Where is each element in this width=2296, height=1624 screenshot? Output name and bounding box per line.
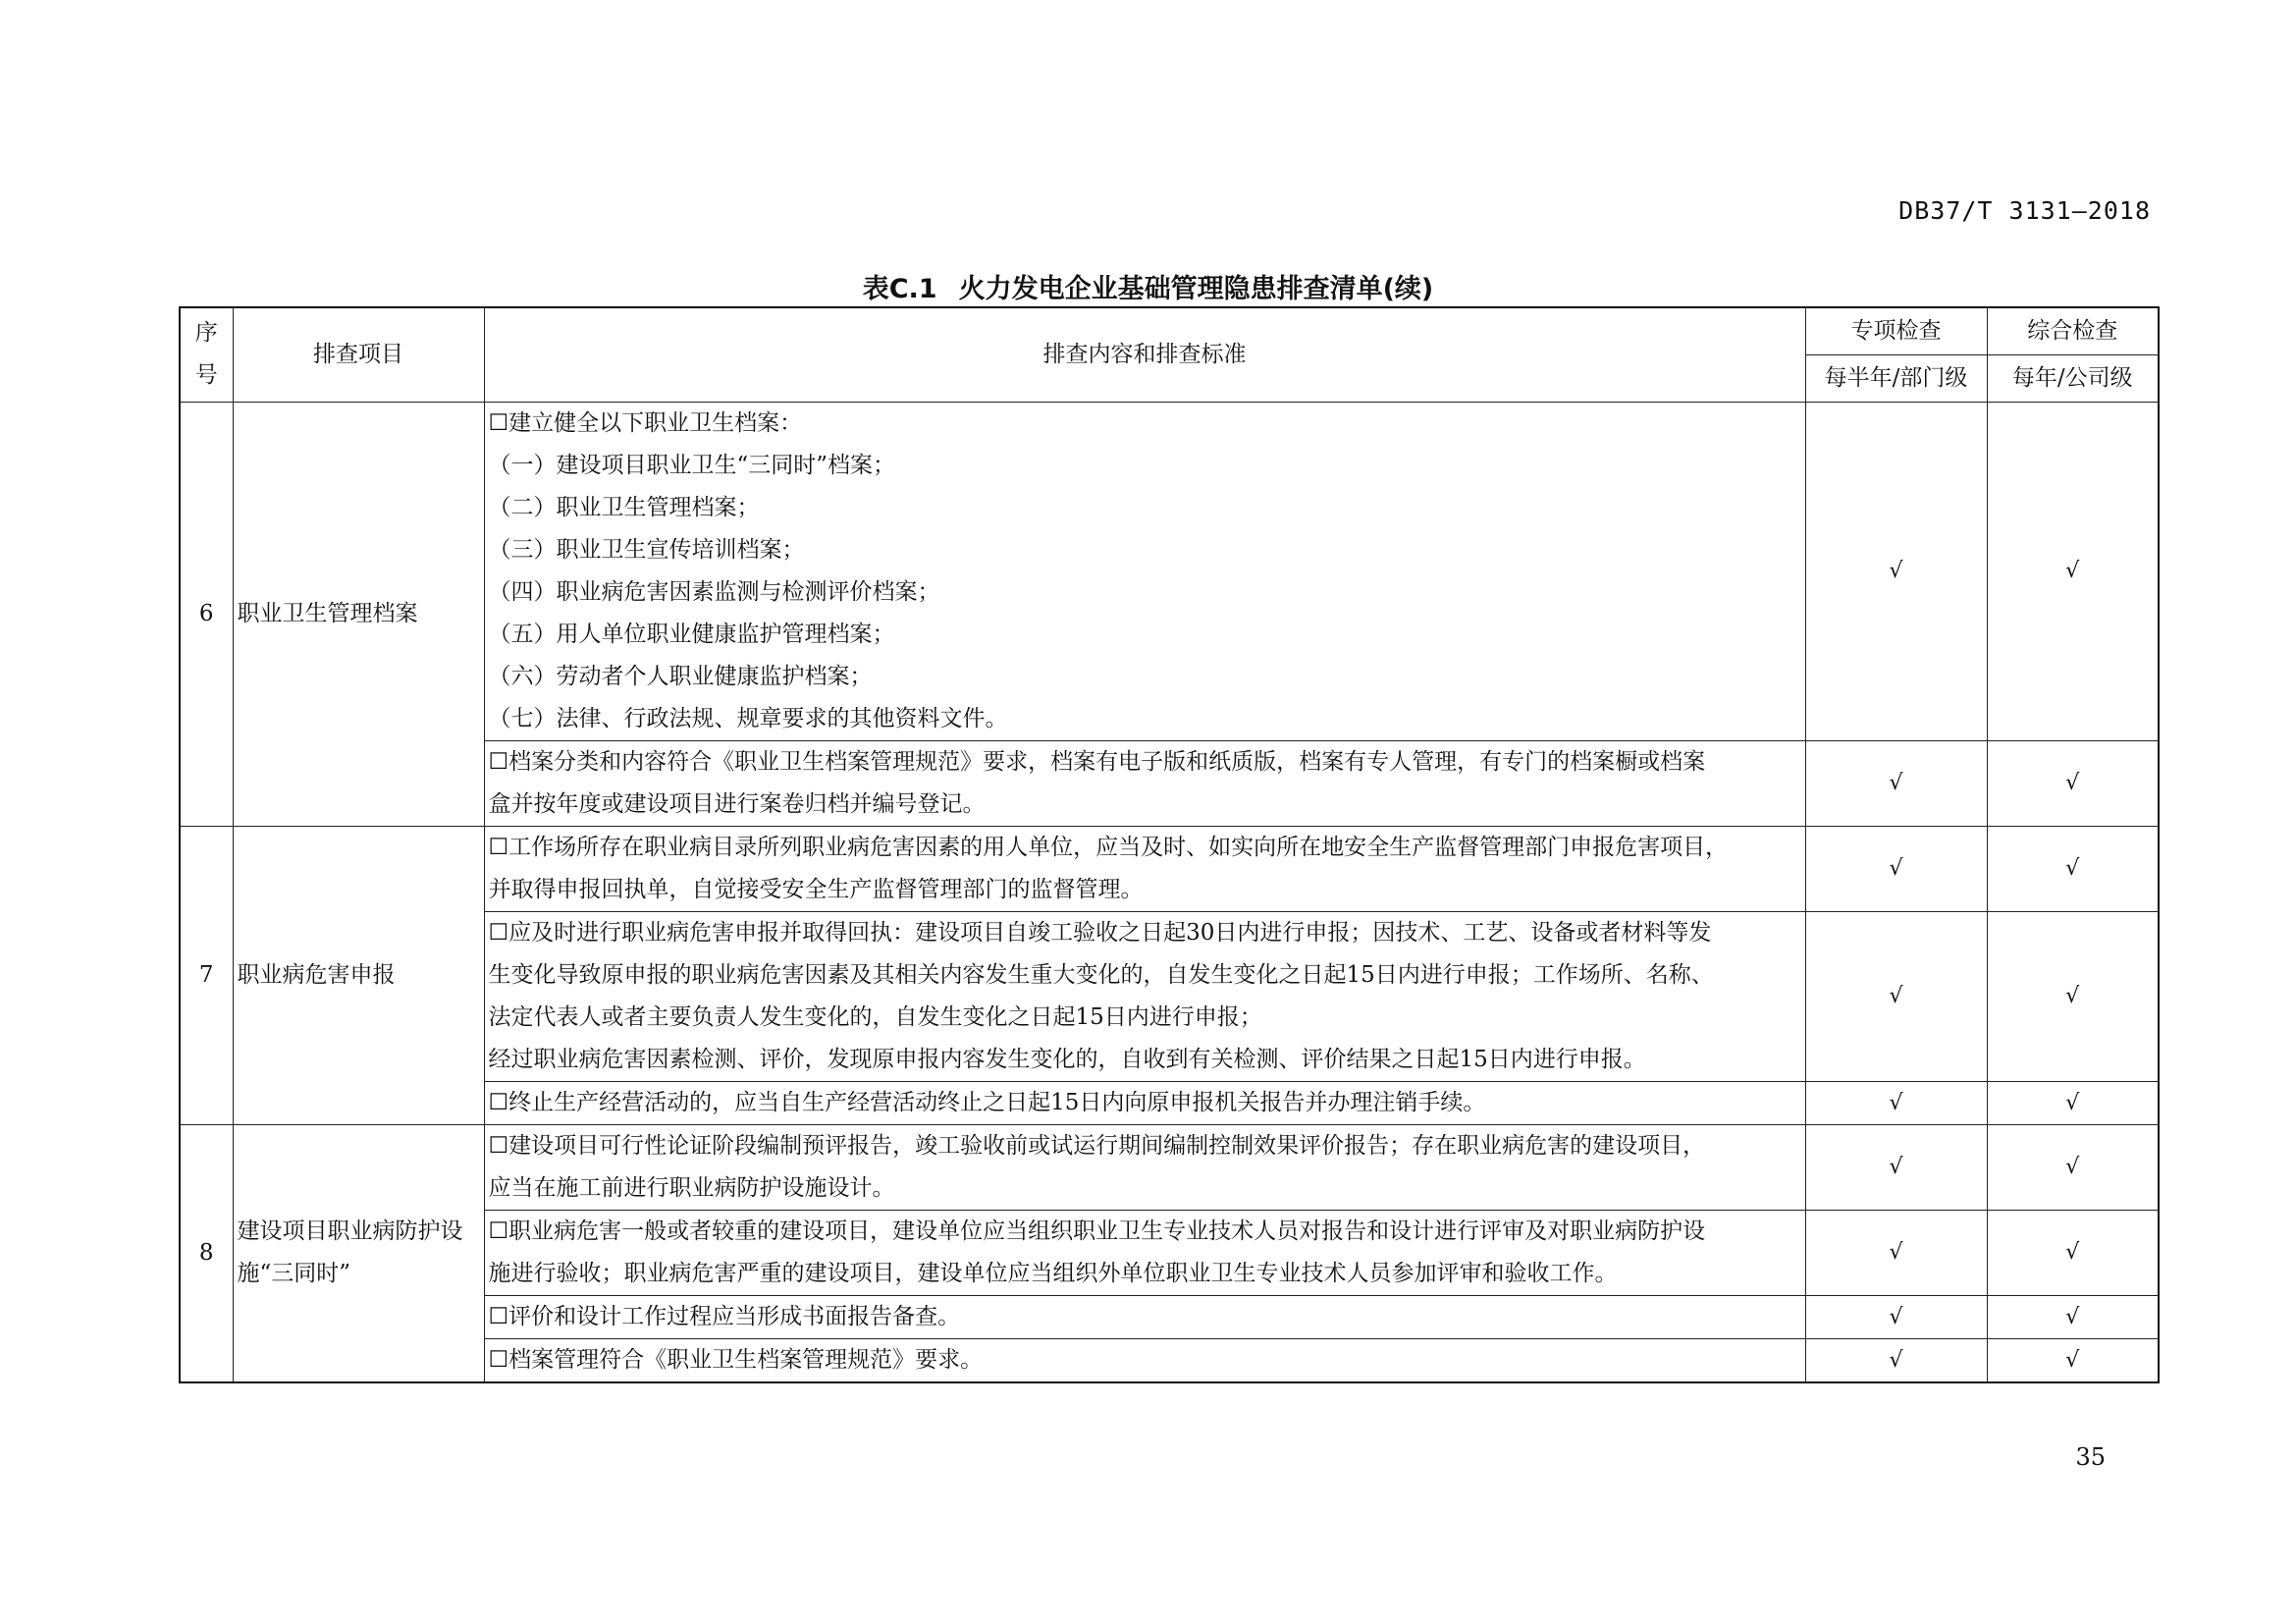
content-line: （六）劳动者个人职业健康监护档案；	[488, 663, 873, 689]
content-line: ☐职业病危害一般或者较重的建设项目，建设单位应当组织职业卫生专业技术人员对报告和设计进行评审及对职业病防护设	[488, 1218, 1706, 1244]
content-line: 应当在施工前进行职业病防护设施设计。	[488, 1174, 895, 1201]
seq-header-line: 序	[194, 320, 218, 347]
content-line: 法定代表人或者主要负责人发生变化的，自发生变化之日起15日内进行申报；	[488, 1003, 1262, 1030]
content-line: 生变化导致原申报的职业病危害因素及其相关内容发生重大变化的，自发生变化之日起15日内进行申报；工作场所、名称、	[488, 961, 1714, 988]
comprehensive-check-mark: √	[1987, 1295, 2159, 1338]
content-line: ☐档案管理符合《职业卫生档案管理规范》要求。	[488, 1346, 984, 1373]
item-cell	[233, 1124, 484, 1382]
inspection-table	[179, 306, 2160, 1383]
special-check-mark: √	[1805, 1124, 1987, 1210]
content-line: ☐评价和设计工作过程应当形成书面报告备查。	[488, 1303, 961, 1329]
item-cell	[233, 402, 484, 826]
content-line: ☐档案分类和内容符合《职业卫生档案管理规范》要求，档案有电子版和纸质版，档案有专人管理，有专门的档案橱或档案	[488, 748, 1706, 775]
content-line: （三）职业卫生宣传培训档案；	[488, 536, 805, 563]
seq-cell: 8	[180, 1124, 233, 1382]
content-line: （二）职业卫生管理档案；	[488, 494, 760, 520]
content-line: 盒并按年度或建设项目进行案卷归档并编号登记。	[488, 790, 986, 817]
content-line: ☐建立健全以下职业卫生档案：	[488, 409, 803, 436]
special-frequency: 每半年/部门级	[1805, 354, 1987, 402]
seq-cell: 7	[180, 826, 233, 1124]
content-cell	[484, 911, 1805, 1081]
comprehensive-check-mark: √	[1987, 402, 2159, 740]
content-line: 经过职业病危害因素检测、评价，发现原申报内容发生变化的，自收到有关检测、评价结果之日起15日内进行申报。	[488, 1046, 1646, 1072]
special-check-mark: √	[1805, 740, 1987, 826]
table-number: 表C.1	[862, 274, 937, 304]
content-line: （一）建设项目职业卫生“三同时”档案；	[488, 452, 896, 478]
special-check-mark: √	[1805, 1210, 1987, 1295]
header-row	[180, 307, 2159, 354]
content-cell	[484, 1081, 1805, 1124]
inspection-table-body	[180, 307, 2159, 1382]
content-line: ☐应及时进行职业病危害申报并取得回执：建设项目自竣工验收之日起30日内进行申报；因技术、工艺、设备或者材料等发	[488, 919, 1712, 946]
special-check-mark: √	[1805, 826, 1987, 911]
document-code: DB37/T 3131—2018	[1898, 196, 2151, 225]
content-line: ☐工作场所存在职业病目录所列职业病危害因素的用人单位，应当及时、如实向所在地安全生产监督管理部门申报危害项目，	[488, 834, 1729, 860]
special-check-mark: √	[1805, 1295, 1987, 1338]
comprehensive-check-mark: √	[1987, 1081, 2159, 1124]
special-check-mark: √	[1805, 1081, 1987, 1124]
special-check-header: 专项检查	[1805, 307, 1987, 354]
comprehensive-check-mark: √	[1987, 740, 2159, 826]
content-line: ☐终止生产经营活动的，应当自生产经营活动终止之日起15日内向原申报机关报告并办理注销手续。	[488, 1089, 1486, 1115]
comprehensive-check-mark: √	[1987, 1210, 2159, 1295]
seq-header	[180, 307, 233, 402]
item-header: 排查项目	[233, 307, 484, 402]
page-number: 35	[2075, 1443, 2106, 1471]
comprehensive-check-mark: √	[1987, 826, 2159, 911]
item-line: 建设项目职业病防护设	[237, 1218, 463, 1244]
comprehensive-check-mark: √	[1987, 911, 2159, 1081]
item-line: 职业卫生管理档案	[237, 600, 418, 626]
table-row	[180, 826, 2159, 911]
comprehensive-check-mark: √	[1987, 1124, 2159, 1210]
table-title: 火力发电企业基础管理隐患排查清单(续)	[958, 274, 1434, 304]
content-line: 施进行验收；职业病危害严重的建设项目，建设单位应当组织外单位职业卫生专业技术人员参加评审和验收工作。	[488, 1260, 1618, 1286]
seq-cell: 6	[180, 402, 233, 826]
content-cell	[484, 1338, 1805, 1382]
special-check-mark: √	[1805, 402, 1987, 740]
content-cell	[484, 740, 1805, 826]
item-line: 职业病危害申报	[237, 961, 396, 988]
content-line: （四）职业病危害因素监测与检测评价档案；	[488, 578, 940, 605]
content-line: 并取得申报回执单，自觉接受安全生产监督管理部门的监督管理。	[488, 876, 1144, 902]
item-cell	[233, 826, 484, 1124]
table-row	[180, 1124, 2159, 1210]
content-cell	[484, 1124, 1805, 1210]
content-cell	[484, 402, 1805, 740]
seq-header-line: 号	[194, 362, 218, 389]
content-cell	[484, 1210, 1805, 1295]
content-cell	[484, 826, 1805, 911]
item-line: 施“三同时”	[237, 1261, 351, 1286]
comprehensive-check-mark: √	[1987, 1338, 2159, 1382]
content-cell	[484, 1295, 1805, 1338]
comprehensive-check-header: 综合检查	[1987, 307, 2159, 354]
content-header: 排查内容和排查标准	[484, 307, 1805, 402]
special-check-mark: √	[1805, 1338, 1987, 1382]
content-line: ☐建设项目可行性论证阶段编制预评报告，竣工验收前或试运行期间编制控制效果评价报告；存在职业病危害的建设项目，	[488, 1132, 1706, 1159]
content-line: （五）用人单位职业健康监护管理档案；	[488, 621, 895, 647]
table-row	[180, 402, 2159, 740]
comprehensive-frequency: 每年/公司级	[1987, 354, 2159, 402]
table-caption	[0, 267, 2296, 305]
special-check-mark: √	[1805, 911, 1987, 1081]
content-line: （七）法律、行政法规、规章要求的其他资料文件。	[488, 705, 1008, 731]
